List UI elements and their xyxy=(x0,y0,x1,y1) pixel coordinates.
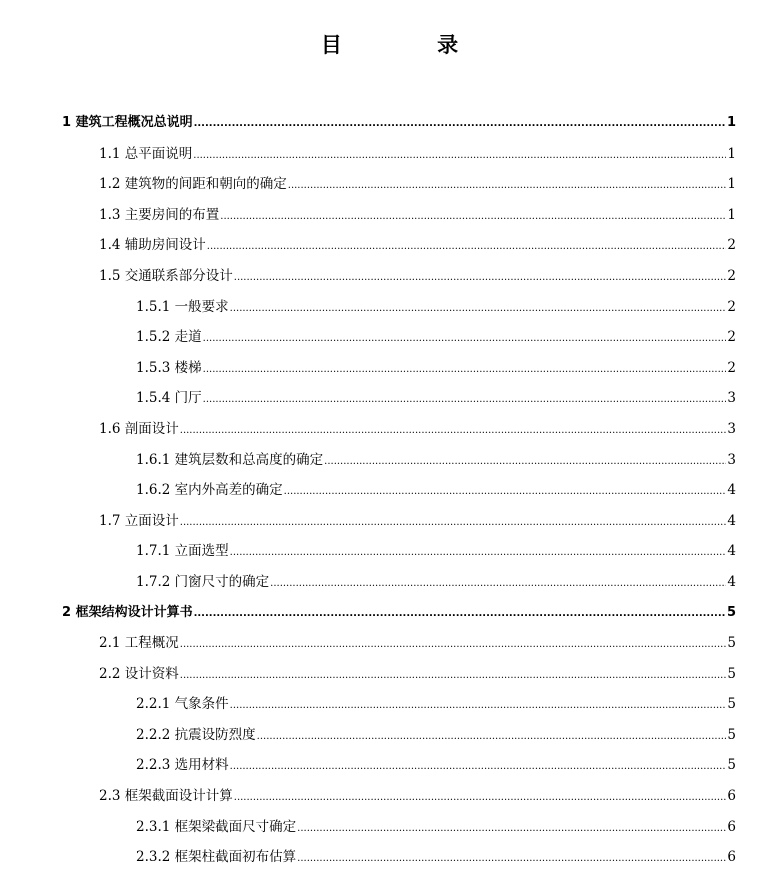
toc-entry-label: 1.4 辅助房间设计 xyxy=(99,237,206,254)
toc-entry-page-number: 4 xyxy=(727,482,736,499)
dot-leader xyxy=(288,169,727,202)
toc-entry-page-number: 5 xyxy=(727,757,736,774)
toc-entry xyxy=(0,628,779,659)
toc-entry-page-number: 5 xyxy=(727,696,736,713)
dot-leader xyxy=(193,139,726,172)
toc-entry-page-number: 6 xyxy=(727,788,736,805)
toc-entry-label: 1.7.2 门窗尺寸的确定 xyxy=(136,573,270,590)
dot-leader xyxy=(203,322,727,355)
toc-entry xyxy=(0,536,779,567)
toc-entry xyxy=(0,750,779,781)
toc-entry xyxy=(0,598,779,629)
toc-entry-page-number: 1 xyxy=(726,115,736,130)
dot-leader xyxy=(234,781,727,814)
toc-entry-label: 2.3.2 框架柱截面初布估算 xyxy=(136,849,297,866)
toc-entry-label: 2.2.3 选用材料 xyxy=(136,757,229,774)
dot-leader xyxy=(324,445,726,478)
toc-entry-page-number: 1 xyxy=(727,145,736,162)
toc-entry-label: 1.1 总平面说明 xyxy=(99,145,193,162)
toc-entry-label: 2.2 设计资料 xyxy=(99,665,179,682)
toc-entry xyxy=(0,659,779,690)
toc-entry xyxy=(0,292,779,323)
dot-leader xyxy=(284,475,727,508)
toc-entry xyxy=(0,383,779,414)
dot-leader xyxy=(270,567,726,600)
dot-leader xyxy=(207,230,727,263)
toc-entry-label: 1 建筑工程概况总说明 xyxy=(62,115,193,130)
dot-leader xyxy=(230,750,727,783)
toc-entry xyxy=(0,720,779,751)
toc-entry-page-number: 2 xyxy=(727,237,736,254)
toc-entry-label: 2.3 框架截面设计计算 xyxy=(99,788,233,805)
toc-entry xyxy=(0,322,779,353)
toc-entry-page-number: 6 xyxy=(727,818,736,835)
dot-leader xyxy=(234,261,727,294)
toc-entry-page-number: 1 xyxy=(727,176,736,193)
dot-leader xyxy=(230,689,727,722)
toc-entry-label: 1.5 交通联系部分设计 xyxy=(99,267,233,284)
toc-entry xyxy=(0,781,779,812)
toc-entry-label: 2.3.1 框架梁截面尺寸确定 xyxy=(136,818,297,835)
toc-entry-label: 2.2.1 气象条件 xyxy=(136,696,229,713)
toc-entry xyxy=(0,567,779,598)
toc-entry-label: 1.5.1 一般要求 xyxy=(136,298,229,315)
toc-entry xyxy=(0,108,779,139)
toc-entry-label: 1.5.3 楼梯 xyxy=(136,359,202,376)
toc-entry-label: 1.5.2 走道 xyxy=(136,329,202,346)
dot-leader xyxy=(230,536,727,569)
toc-entry-label: 1.6.1 建筑层数和总高度的确定 xyxy=(136,451,324,468)
toc-entry-page-number: 3 xyxy=(727,420,736,437)
toc-entry xyxy=(0,842,779,873)
toc-entry-label: 1.3 主要房间的布置 xyxy=(99,206,220,223)
dot-leader xyxy=(257,720,727,753)
toc-entry xyxy=(0,261,779,292)
toc-entry-page-number: 6 xyxy=(727,849,736,866)
dot-leader xyxy=(194,108,726,140)
toc-entry-page-number: 5 xyxy=(727,726,736,743)
toc-entry-page-number: 5 xyxy=(726,604,736,620)
toc-entry xyxy=(0,689,779,720)
toc-entry-label: 1.7.1 立面选型 xyxy=(136,543,229,560)
toc-entry xyxy=(0,230,779,261)
toc-entry-page-number: 1 xyxy=(727,206,736,223)
toc-entry xyxy=(0,445,779,476)
toc-entry-label: 1.7 立面设计 xyxy=(99,512,179,529)
toc-entry-label: 2.2.2 抗震设防烈度 xyxy=(136,726,256,743)
toc-entry-label: 1.2 建筑物的间距和朝向的确定 xyxy=(99,176,287,193)
toc-entry-page-number: 2 xyxy=(727,298,736,315)
toc-entry-page-number: 4 xyxy=(727,512,736,529)
toc-entry-page-number: 2 xyxy=(727,267,736,284)
dot-leader xyxy=(220,200,726,233)
dot-leader xyxy=(297,842,726,875)
dot-leader xyxy=(180,506,727,539)
toc-entry-label: 1.6 剖面设计 xyxy=(99,420,179,437)
toc-entry xyxy=(0,139,779,170)
toc-entry-page-number: 5 xyxy=(727,665,736,682)
toc-entry xyxy=(0,169,779,200)
toc-entry-label: 1.5.4 门厅 xyxy=(136,390,202,407)
dot-leader xyxy=(180,659,727,692)
toc-entry-page-number: 2 xyxy=(727,329,736,346)
dot-leader xyxy=(180,628,727,661)
toc-entry xyxy=(0,506,779,537)
dot-leader xyxy=(194,598,726,630)
toc-entry-label: 2 框架结构设计计算书 xyxy=(62,604,193,620)
toc-entry xyxy=(0,812,779,843)
toc-entry-page-number: 3 xyxy=(727,451,736,468)
toc-entry-page-number: 5 xyxy=(727,635,736,652)
toc-entry-page-number: 4 xyxy=(727,573,736,590)
toc-entry-page-number: 3 xyxy=(727,390,736,407)
dot-leader xyxy=(297,812,726,845)
toc-entry-page-number: 2 xyxy=(727,359,736,376)
toc-title: 目 录 xyxy=(320,33,503,57)
dot-leader xyxy=(203,353,727,386)
toc-entry xyxy=(0,353,779,384)
toc-entry xyxy=(0,414,779,445)
dot-leader xyxy=(203,383,727,416)
toc-entry-label: 1.6.2 室内外高差的确定 xyxy=(136,482,283,499)
dot-leader xyxy=(180,414,727,447)
toc-entry-label: 2.1 工程概况 xyxy=(99,635,179,652)
toc-entry xyxy=(0,475,779,506)
toc-list xyxy=(0,108,779,873)
toc-entry xyxy=(0,200,779,231)
dot-leader xyxy=(230,292,727,325)
toc-entry-page-number: 4 xyxy=(727,543,736,560)
